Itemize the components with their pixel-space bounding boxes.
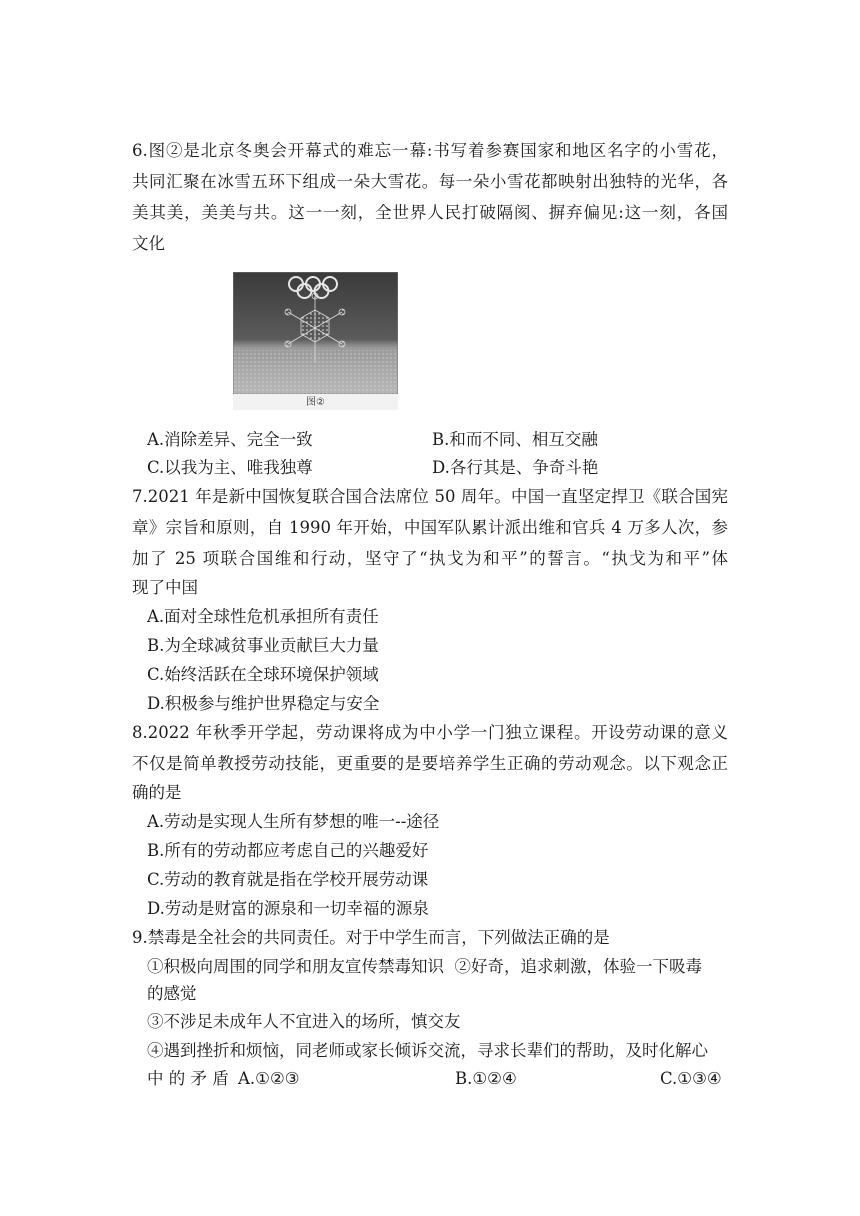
q6-stem-line-3: 美其美，美美与共。这一一刻，全世界人民打破隔阂、摒弃偏见:这一刻，各国 (132, 203, 728, 222)
q8-option-d: D.劳动是财富的源泉和一切幸福的源泉 (147, 899, 429, 918)
q7-option-c: C.始终活跃在全球环境保护领域 (147, 665, 379, 684)
q6-option-d: D.各行其是、争奇斗艳 (432, 458, 599, 477)
q9-item-4: ④遇到挫折和烦恼，同老师或家长倾诉交流，寻求长辈们的帮助，及时化解心 (147, 1041, 708, 1060)
q6-option-b: B.和而不同、相互交融 (432, 430, 598, 449)
q8-stem-line-3: 确的是 (132, 783, 182, 802)
q8-option-a: A.劳动是实现人生所有梦想的唯一--途径 (147, 812, 440, 831)
q8-option-b: B.所有的劳动都应考虑自己的兴趣爱好 (147, 841, 429, 860)
q7-stem-line-3: 加了 25 项联合国维和行动，坚守了“执戈为和平”的誓言。“执戈为和平”体 (132, 549, 728, 568)
q9-item-1-2: ①积极向周围的同学和朋友宣传禁毒知识 ②好奇，追求刺激，体验一下吸毒 (147, 957, 702, 976)
q9-item-2-cont: 的感觉 (147, 984, 197, 1003)
q9-item-4-tail: 中 的 矛 盾 (147, 1069, 229, 1088)
q9-item-3: ③不涉足未成年人不宜进入的场所，慎交友 (147, 1012, 461, 1031)
figure-caption: 图② (306, 397, 325, 408)
q9-stem: 9.禁毒是全社会的共同责任。对于中学生而言，下列做法正确的是 (132, 928, 610, 947)
q9-option-c: C.①③④ (660, 1069, 722, 1088)
q9-last-row (147, 1067, 729, 1091)
q6-stem-line-1: 6.图②是北京冬奥会开幕式的难忘一幕:书写着参赛国家和地区名字的小雪花， (132, 141, 728, 160)
q7-stem-line-1: 7.2021 年是新中国恢复联合国合法席位 50 周年。中国一直坚定捍卫《联合国宪 (132, 487, 728, 506)
q7-stem-line-2: 章》宗旨和原则，自 1990 年开始，中国军队累计派出维和官兵 4 万多人次，参 (132, 518, 728, 537)
q7-stem-line-4: 现了中国 (132, 578, 198, 597)
q7-option-b: B.为全球减贫事业贡献巨大力量 (147, 636, 379, 655)
q8-stem-line-2: 不仅是简单教授劳动技能，更重要的是要培养学生正确的劳动观念。以下观念正 (132, 754, 728, 773)
q9-option-a: A.①②③ (238, 1069, 300, 1088)
olympic-opening-ceremony-figure (233, 272, 398, 410)
q8-option-c: C.劳动的教育就是指在学校开展劳动课 (147, 870, 429, 889)
q6-option-a: A.消除差异、完全一致 (147, 430, 313, 449)
q6-stem-line-2: 共同汇聚在冰雪五环下组成一朵大雪花。每一朵小雪花都映射出独特的光华，各 (132, 172, 728, 191)
q6-stem-line-4: 文化 (132, 234, 165, 253)
snowflake-photo (233, 272, 398, 410)
q8-stem-line-1: 8.2022 年秋季开学起，劳动课将成为中小学一门独立课程。开设劳动课的意义 (132, 723, 728, 742)
q7-option-a: A.面对全球性危机承担所有责任 (147, 607, 379, 626)
q7-option-d: D.积极参与维护世界稳定与安全 (147, 694, 380, 713)
q6-option-c: C.以我为主、唯我独尊 (147, 458, 313, 477)
q9-option-b: B.①②④ (455, 1069, 517, 1088)
